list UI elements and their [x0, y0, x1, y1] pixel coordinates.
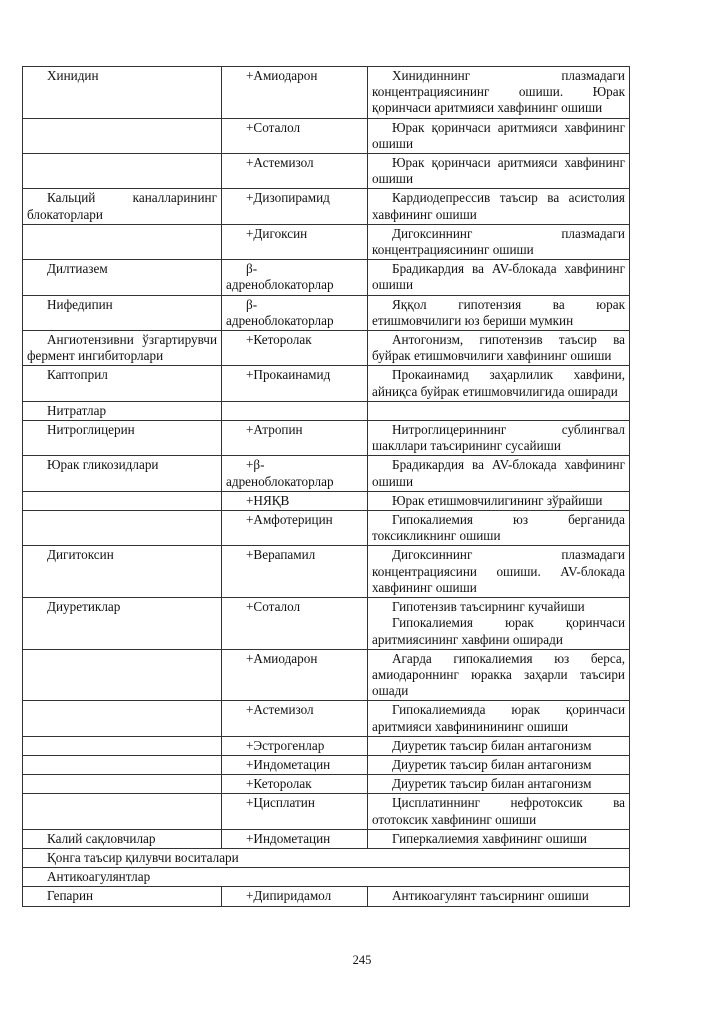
effect-cell	[368, 755, 630, 774]
effect-cell	[368, 224, 630, 259]
effect-cell	[368, 154, 630, 189]
drug-cell	[23, 491, 222, 510]
effect-paragraph: Юрак қоринчаси аритмияси хавфининг ошиши	[372, 155, 625, 187]
effect-paragraph: Диуретик таъсир билан антагонизм	[392, 737, 592, 753]
drug-cell: Каптоприл	[23, 366, 222, 401]
interacting-drug-cell: β-адреноблокаторлар	[222, 295, 368, 330]
table-row	[23, 224, 630, 259]
interacting-drug-cell: +Амиодарон	[222, 67, 368, 119]
interacting-drug-cell	[222, 401, 368, 420]
effect-paragraph: Гипокалиемия юрак қоринчаси аритмиясининг хавфини оширади	[372, 615, 625, 647]
interacting-drug-cell: +Цисплатин	[222, 794, 368, 829]
table-row	[23, 701, 630, 736]
interacting-drug-cell: +Верапамил	[222, 546, 368, 598]
section-cell: Қонга таъсир қилувчи воситалари	[23, 848, 630, 867]
table-row	[23, 649, 630, 701]
interacting-drug-cell: +Индометацин	[222, 829, 368, 848]
interacting-drug-cell: β-адреноблокаторлар	[222, 260, 368, 295]
table-row	[23, 154, 630, 189]
effect-cell	[368, 67, 630, 119]
table-row	[23, 829, 630, 848]
effect-paragraph: Диуретик таъсир билан антагонизм	[392, 776, 592, 792]
drug-cell: Гепарин	[23, 887, 222, 906]
effect-paragraph: Брадикардия ва AV-блокада хавфининг ошиши	[372, 457, 625, 489]
drug-cell: Диуретиклар	[23, 598, 222, 650]
interacting-drug-cell: +НЯҚВ	[222, 491, 368, 510]
effect-cell	[368, 775, 630, 794]
effect-paragraph: Юрак етишмовчилигининг зўрайиши	[392, 492, 603, 508]
effect-cell	[368, 401, 630, 420]
effect-cell	[368, 456, 630, 491]
effect-paragraph: Диуретик таъсир билан антагонизм	[392, 756, 592, 772]
interacting-drug-cell: +Атропин	[222, 421, 368, 456]
table-row	[23, 794, 630, 829]
effect-paragraph: Гипокалиемияда юрак қоринчаси аритмияси хавфининининг ошиши	[372, 702, 625, 734]
drug-cell	[23, 736, 222, 755]
table-row	[23, 67, 630, 119]
drug-cell: Нифедипин	[23, 295, 222, 330]
interacting-drug-cell: +Прокаинамид	[222, 366, 368, 401]
drug-cell	[23, 118, 222, 153]
effect-cell	[368, 331, 630, 366]
table-row	[23, 401, 630, 420]
effect-paragraph: Гиперкалиемия хавфининг ошиши	[392, 830, 587, 846]
table-row	[23, 511, 630, 546]
drug-cell: Дилтиазем	[23, 260, 222, 295]
effect-paragraph: Гипотензив таъсирнинг кучайиши	[392, 599, 585, 615]
effect-cell	[368, 189, 630, 224]
drug-cell	[23, 154, 222, 189]
section-cell: Антикоагулянтлар	[23, 868, 630, 887]
effect-cell	[368, 295, 630, 330]
drug-cell: Калий сақловчилар	[23, 829, 222, 848]
drug-cell: Ангиотензивни ўзгартирувчи фермент ингибиторлари	[23, 331, 222, 366]
interacting-drug-cell: +Кеторолак	[222, 331, 368, 366]
effect-paragraph: Антогонизм, гипотензив таъсир ва буйрак етишмовчилиги хавфининг ошиши	[372, 332, 625, 364]
drug-cell	[23, 775, 222, 794]
effect-paragraph	[372, 403, 625, 419]
interacting-drug-cell: +Индометацин	[222, 755, 368, 774]
drug-cell: Кальций каналларининг блокаторлари	[23, 189, 222, 224]
drug-cell	[23, 511, 222, 546]
effect-cell	[368, 598, 630, 650]
effect-cell	[368, 260, 630, 295]
table-row	[23, 755, 630, 774]
table-row	[23, 456, 630, 491]
interacting-drug-cell: +Эстрогенлар	[222, 736, 368, 755]
drug-interaction-table	[22, 66, 630, 907]
drug-cell	[23, 755, 222, 774]
interacting-drug-cell: +Дизопирамид	[222, 189, 368, 224]
table-row	[23, 421, 630, 456]
interacting-drug-cell: +Кеторолак	[222, 775, 368, 794]
drug-cell	[23, 224, 222, 259]
page-number: 245	[352, 953, 372, 967]
table-row	[23, 775, 630, 794]
drug-cell	[23, 794, 222, 829]
table-row	[23, 295, 630, 330]
interacting-drug-cell: +Астемизол	[222, 154, 368, 189]
effect-paragraph: Дигоксиннинг плазмадаги концентрациясини ошиши. AV-блокада хавфининг ошиши	[372, 547, 625, 595]
effect-cell	[368, 511, 630, 546]
effect-cell	[368, 118, 630, 153]
section-row	[23, 868, 630, 887]
interacting-drug-cell: +Дипиридамол	[222, 887, 368, 906]
effect-cell	[368, 421, 630, 456]
effect-cell	[368, 649, 630, 701]
table-body	[23, 67, 630, 907]
effect-cell: Антикоагулянт таъсирнинг ошиши	[368, 887, 630, 906]
drug-cell: Юрак гликозидлари	[23, 456, 222, 491]
interacting-drug-cell: +β-адреноблокаторлар	[222, 456, 368, 491]
table-row	[23, 887, 630, 906]
effect-paragraph: Цисплатиннинг нефротоксик ва ототоксик хавфининг ошиши	[372, 795, 625, 827]
section-row	[23, 848, 630, 867]
interacting-drug-cell: +Соталол	[222, 598, 368, 650]
effect-paragraph: Прокаинамид заҳарлилик хавфини, айниқса буйрак етишмовчилигида оширади	[372, 367, 625, 399]
table-row	[23, 118, 630, 153]
drug-cell: Нитратлар	[23, 401, 222, 420]
table-row	[23, 260, 630, 295]
interacting-drug-cell: +Астемизол	[222, 701, 368, 736]
drug-cell	[23, 649, 222, 701]
interacting-drug-cell: +Амфотерицин	[222, 511, 368, 546]
effect-cell	[368, 701, 630, 736]
table-row	[23, 546, 630, 598]
effect-paragraph: Кардиодепрессив таъсир ва асистолия хавфининг ошиши	[372, 190, 625, 222]
table-row	[23, 189, 630, 224]
interacting-drug-cell: +Соталол	[222, 118, 368, 153]
effect-cell	[368, 491, 630, 510]
effect-cell	[368, 794, 630, 829]
table-row	[23, 331, 630, 366]
effect-paragraph: Гипокалиемия юз берганида токсикликнинг ошиши	[372, 512, 625, 544]
effect-cell	[368, 829, 630, 848]
table-row	[23, 491, 630, 510]
drug-cell: Дигитоксин	[23, 546, 222, 598]
effect-paragraph: Брадикардия ва AV-блокада хавфининг ошиши	[372, 261, 625, 293]
table-row	[23, 598, 630, 650]
effect-paragraph: Хинидиннинг плазмадаги концентрациясининг ошиши. Юрак қоринчаси аритмияси хавфининг ошиши	[372, 68, 625, 116]
effect-cell	[368, 736, 630, 755]
drug-cell: Хинидин	[23, 67, 222, 119]
effect-cell	[368, 546, 630, 598]
effect-paragraph: Агарда гипокалиемия юз берса, амиодароннинг юракка заҳарли таъсири ошади	[372, 650, 625, 699]
interacting-drug-cell: +Амиодарон	[222, 649, 368, 701]
effect-paragraph: Нитроглицериннинг сублингвал шакллари таъсирининг сусайиши	[372, 422, 625, 454]
effect-paragraph: Юрак қоринчаси аритмияси хавфининг ошиши	[372, 119, 625, 151]
effect-paragraph: Дигоксиннинг плазмадаги концентрациясининг ошиши	[372, 225, 625, 258]
table-row	[23, 366, 630, 401]
effect-cell	[368, 366, 630, 401]
drug-cell	[23, 701, 222, 736]
interacting-drug-cell: +Дигоксин	[222, 224, 368, 259]
effect-paragraph: Яққол гипотензия ва юрак етишмовчилиги юз бериши мумкин	[372, 296, 625, 328]
table-row	[23, 736, 630, 755]
drug-cell: Нитроглицерин	[23, 421, 222, 456]
